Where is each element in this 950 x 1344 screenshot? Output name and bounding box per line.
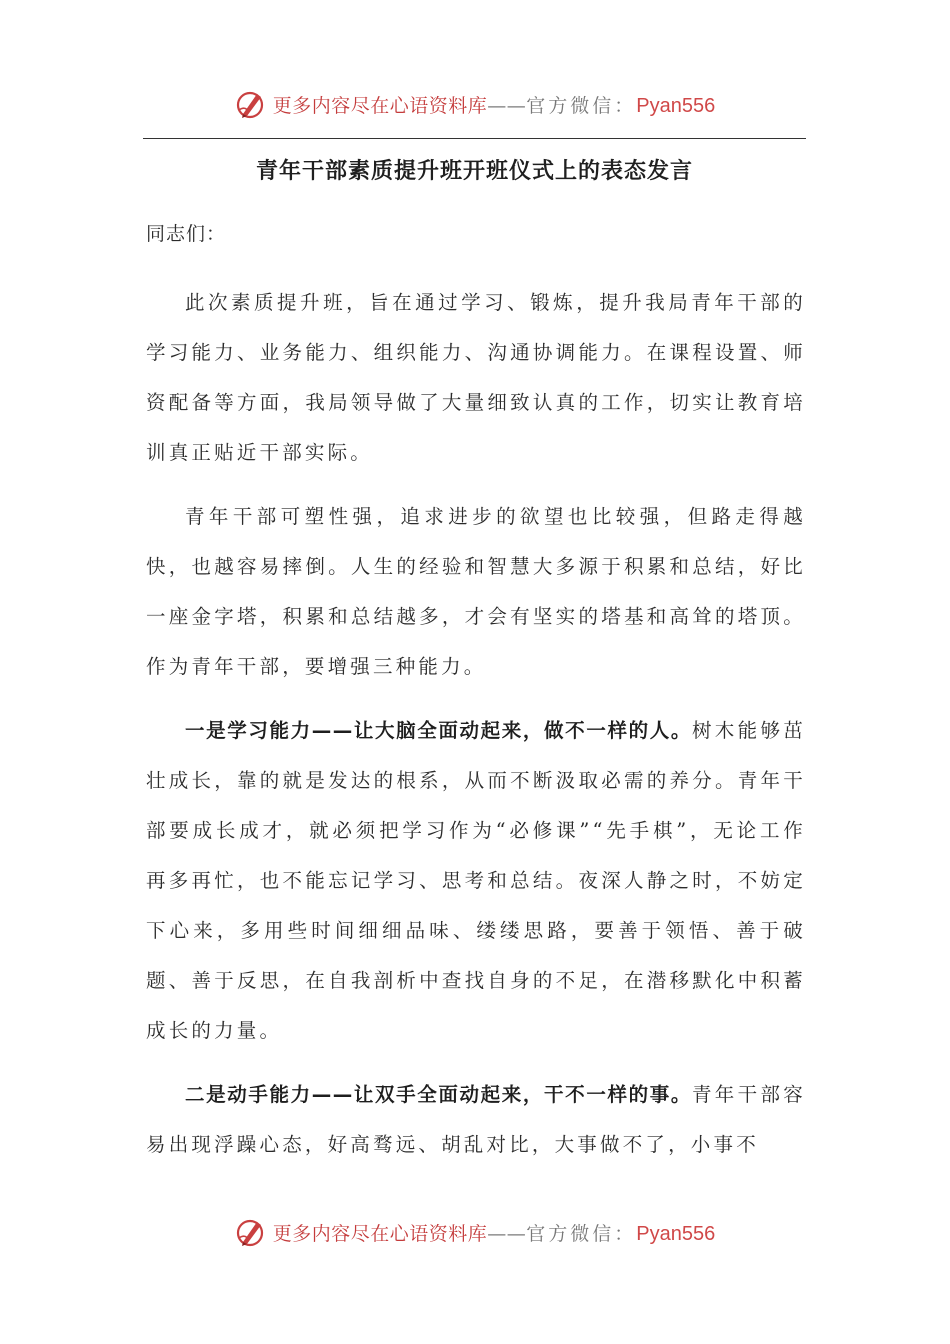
paragraph-lead: 一是学习能力——让大脑全面动起来，做不一样的人。 (185, 719, 692, 742)
banner-brand: 更多内容尽在心语资料库 (272, 1222, 488, 1245)
pen-logo-icon (235, 1216, 267, 1248)
footer-banner (0, 1212, 950, 1252)
paragraph-1 (146, 278, 806, 478)
banner-wechat-id: Pyan556 (636, 1222, 716, 1245)
paragraph-text: 此次素质提升班，旨在通过学习、锻炼，提升我局青年干部的学习能力、业务能力、组织能力、沟通协调能力。在课程设置、师资配备等方面，我局领导做了大量细致认真的工作，切实让教育培训真正贴近干部实际。 (146, 291, 806, 464)
header-banner (0, 84, 950, 124)
salutation: 同志们： (146, 223, 227, 245)
header-divider (143, 138, 806, 139)
paragraph-text: 青年干部可塑性强，追求进步的欲望也比较强，但路走得越快，也越容易摔倒。人生的经验和智慧大多源于积累和总结，好比一座金字塔，积累和总结越多，才会有坚实的塔基和高耸的塔顶。作为青年干部，要增强三种能力。 (146, 505, 806, 678)
banner-text (273, 1219, 716, 1246)
banner-wechat-id: Pyan556 (636, 94, 716, 117)
banner-label: 官方微信： (526, 1222, 637, 1245)
banner-brand: 更多内容尽在心语资料库 (272, 94, 488, 117)
banner-dash: —— (487, 94, 527, 117)
paragraph-text: 树木能够茁壮成长，靠的就是发达的根系，从而不断汲取必需的养分。青年干部要成长成才，就必须把学习作为“必修课”“先手棋”，无论工作再多再忙，也不能忘记学习、思考和总结。夜深人静之时，不妨定下心来，多用些时间细细品味、缕缕思路，要善于领悟、善于破题、善于反思，在自我剖析中查找自身的不足，在潜移默化中积蓄成长的力量。 (146, 719, 806, 1042)
paragraph-4 (146, 1070, 806, 1170)
document-body (146, 218, 806, 1184)
banner-label: 官方微信： (526, 94, 637, 117)
paragraph-2 (146, 492, 806, 692)
paragraph-text: 青年干部容易出现浮躁心态，好高骛远、胡乱对比，大事做不了，小事不 (146, 1083, 806, 1156)
document-title: 青年干部素质提升班开班仪式上的表态发言 (255, 159, 693, 184)
paragraph-lead: 二是动手能力——让双手全面动起来，干不一样的事。 (185, 1083, 692, 1106)
pen-logo-icon (235, 88, 267, 120)
paragraph-3 (146, 706, 806, 1056)
banner-text (273, 91, 716, 118)
banner-dash: —— (487, 1222, 527, 1245)
